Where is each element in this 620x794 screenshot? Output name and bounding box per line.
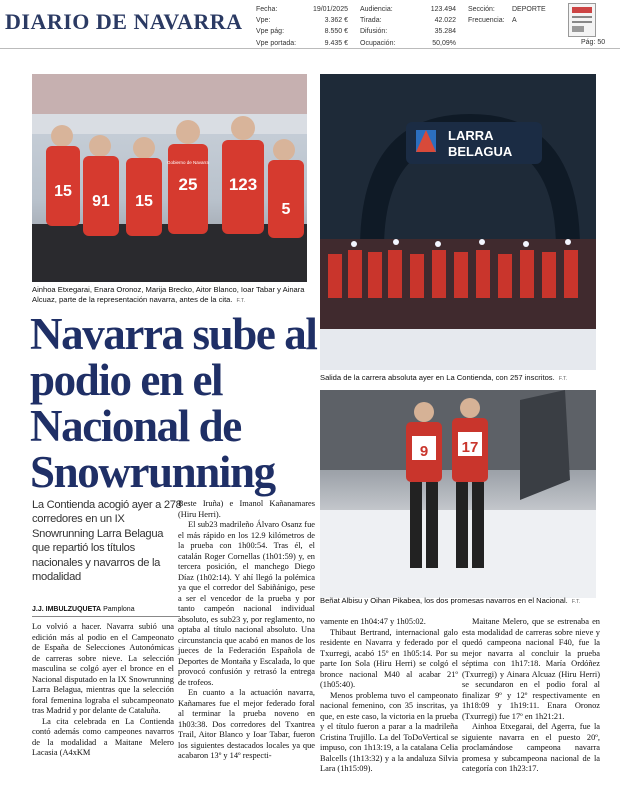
meta-value: 35.284 bbox=[434, 28, 456, 36]
paragraph: Thibaut Bertrand, internacional galo residente en Navarra y federado por el Txurregi, acabó 15º en 1h05:14. Por su parte Ion Sola (Hiru Herri) se colgó el bronce nacional M40 al acabar 21º (1h05:40). bbox=[320, 627, 458, 689]
byline-name: J.J. IMBULZUQUETA bbox=[32, 606, 102, 613]
bib-runner-2: 17 bbox=[461, 439, 479, 456]
promesas-art bbox=[320, 390, 596, 598]
header-divider bbox=[0, 48, 620, 49]
meta-col-3 bbox=[468, 4, 558, 26]
body-column-2 bbox=[178, 499, 315, 762]
meta-key: Fecha: bbox=[256, 6, 278, 13]
photo-credit: F.T. bbox=[236, 298, 246, 304]
bib-3: 15 bbox=[135, 193, 153, 210]
paragraph: Maitane Melero, que se estrenaba en esta modalidad de carreras sobre nieve y quedó campeona nacional F40, fue la mejor navarra al concluir la prueba séptima con 1h17:18. María Ordóñez (Txurregi) y Ainara Alcuaz (Hiru Herri) se secundaron en el podio foral al finalizar 9º y 12º respectivamente en 1h18:09 y 1h19:11. Enara Oronoz (Txurregi) fue 17º en 1h21:21. bbox=[462, 617, 600, 721]
meta-key: Vpe: bbox=[256, 17, 271, 25]
meta-key: Ocupación: bbox=[360, 39, 396, 47]
photo-caption-3 bbox=[320, 596, 600, 607]
paragraph: La cita celebrada en La Contienda contó además como campeones navarros de la modalidad a Maitane Melero Lacasia (A4xKM bbox=[32, 716, 174, 757]
bib-4: 25 bbox=[178, 175, 198, 194]
meta-value: 19/01/2025 bbox=[312, 6, 348, 13]
paragraph: Beste Iruña) e Imanol Kañanamares (Hiru Herri). bbox=[178, 499, 315, 519]
race-start-art bbox=[320, 74, 596, 370]
masthead: DIARIO DE NAVARRA bbox=[5, 9, 243, 34]
bib-1: 15 bbox=[54, 183, 72, 200]
photo-credit: F.T. bbox=[558, 376, 568, 382]
meta-key: Audiencia: bbox=[360, 6, 393, 13]
photo-credit: F.T. bbox=[571, 599, 581, 605]
byline bbox=[32, 606, 182, 613]
paragraph: Ainhoa Etxegarai, del Agerra, fue la siguiente navarra en el puesto 20º, proclamándose campeona navarra promesa y subcampeona nacional de la categoría con 1h23:17. bbox=[462, 722, 600, 773]
race-start-photo bbox=[320, 74, 596, 370]
meta-col-2 bbox=[360, 4, 460, 49]
paragraph: En cuanto a la actuación navarra, Kañamares fue el mejor federado foral al terminar la prueba noveno en 1h03:38. Dos corredores del Txantrea Trail, Aitor Blanco y Ioar Tabar, fueron los siguientes destacados locales ya que acabaron 13º y 14º respecti- bbox=[178, 688, 315, 760]
headline: Navarra sube al podio en el Nacional de Snowrunning bbox=[30, 309, 317, 497]
team-photo-art bbox=[32, 74, 307, 282]
arch-text-1: LARRA bbox=[448, 128, 494, 143]
paragraph: El sub23 madrileño Álvaro Osanz fue el más rápido en los 12.9 kilómetros de la prueba con 1h00:54. Tras él, el catalán Roger Cornellas (1h01:59) y, en tercera posición, el manchego Diego Díaz (1h02:14). Y ahí llegó la polémica ya que el corredor del Sabiñánigo, pese a ser el vencedor de la prueba y por tanto campeón nacional individual absoluto, es sub23 y, por reglamento, no optaba al título nacional absoluto. Una circunstancia que acabó en manos de los jueces de la Federación Española de Deportes de Montaña y Escalada, lo que provocó confusión y retrasó la entrega de trofeos. bbox=[178, 520, 315, 687]
bib-runner-1: 9 bbox=[419, 443, 429, 460]
meta-value: 8.550 € bbox=[324, 28, 348, 36]
bib-5: 123 bbox=[228, 175, 258, 194]
meta-key: Sección: bbox=[468, 6, 495, 13]
paragraph: Menos problema tuvo el campeonato nacional femenino, con 35 inscritas, ya que, en este caso, la victoria en la prueba y el título fueron a parar a la madrileña Cristina Trujillo. La del ToDoVertical se impuso, con 1h13:19, a la catalana Celia Balcells (1h13:32) y a la andaluza Silvia Lara (1h15:09). bbox=[320, 690, 458, 773]
caption-text: Beñat Albisu y Oihan Pikabea, los dos promesas navarros en el Nacional. bbox=[320, 596, 568, 605]
page-number: Pág: 50 bbox=[581, 39, 606, 46]
meta-value: A bbox=[512, 17, 517, 25]
promesas-photo bbox=[320, 390, 596, 598]
page-thumbnail bbox=[568, 3, 596, 37]
meta-value: 50,09% bbox=[432, 39, 456, 47]
byline-place: Pamplona bbox=[103, 606, 135, 613]
body-column-3 bbox=[320, 617, 458, 775]
subheadline: La Contienda acogió ayer a 278 corredores en un IX Snowrunning Larra Belagua que repartió los títulos nacionales y navarros de la modalidad bbox=[32, 499, 182, 584]
meta-value: 9.435 € bbox=[324, 39, 348, 47]
meta-col-1 bbox=[256, 4, 352, 49]
meta-key: Tirada: bbox=[360, 17, 382, 25]
meta-key: Frecuencia: bbox=[468, 17, 505, 25]
paragraph: vamente en 1h04:47 y 1h05:02. bbox=[320, 617, 426, 626]
meta-value: 123.494 bbox=[430, 6, 456, 13]
caption-text: Ainhoa Etxegarai, Enara Oronoz, Marija Brecko, Aitor Blanco, Ioar Tabar y Ainara Alcuaz, parte de la representación navarra, antes de la cita. bbox=[32, 285, 305, 304]
bib-6: 5 bbox=[281, 201, 291, 218]
meta-key: Vpe portada: bbox=[256, 39, 297, 47]
photo-caption-1 bbox=[32, 285, 308, 306]
meta-value: 42.022 bbox=[434, 17, 456, 25]
meta-key: Vpe pág: bbox=[256, 28, 285, 36]
meta-value: 3.362 € bbox=[324, 17, 348, 25]
team-photo bbox=[32, 74, 307, 282]
body-column-1 bbox=[32, 622, 174, 759]
arch-text-2: BELAGUA bbox=[448, 144, 513, 159]
paragraph: Lo volvió a hacer. Navarra subió una edición más al podio en el Campeonato de España de Selecciones Autonómicas de carreras sobre nieve. La selección masculina se colgó ayer el bronce en el Nacional disputado en la IX Snowrunning Larra Belagua, mientras que la selección foral femenina lograba el subcampeonato tras Madrid y por delante de Cataluña. bbox=[32, 622, 174, 715]
caption-text: Salida de la carrera absoluta ayer en La Contienda, con 257 inscritos. bbox=[320, 373, 555, 382]
photo-caption-2 bbox=[320, 373, 600, 384]
byline-divider bbox=[32, 616, 180, 617]
meta-value: DEPORTE bbox=[512, 6, 546, 13]
bib-sponsor: Gobierno de Navarra bbox=[166, 160, 210, 165]
bib-2: 91 bbox=[92, 193, 110, 210]
meta-key: Difusión: bbox=[360, 28, 388, 36]
body-column-4 bbox=[462, 617, 600, 775]
